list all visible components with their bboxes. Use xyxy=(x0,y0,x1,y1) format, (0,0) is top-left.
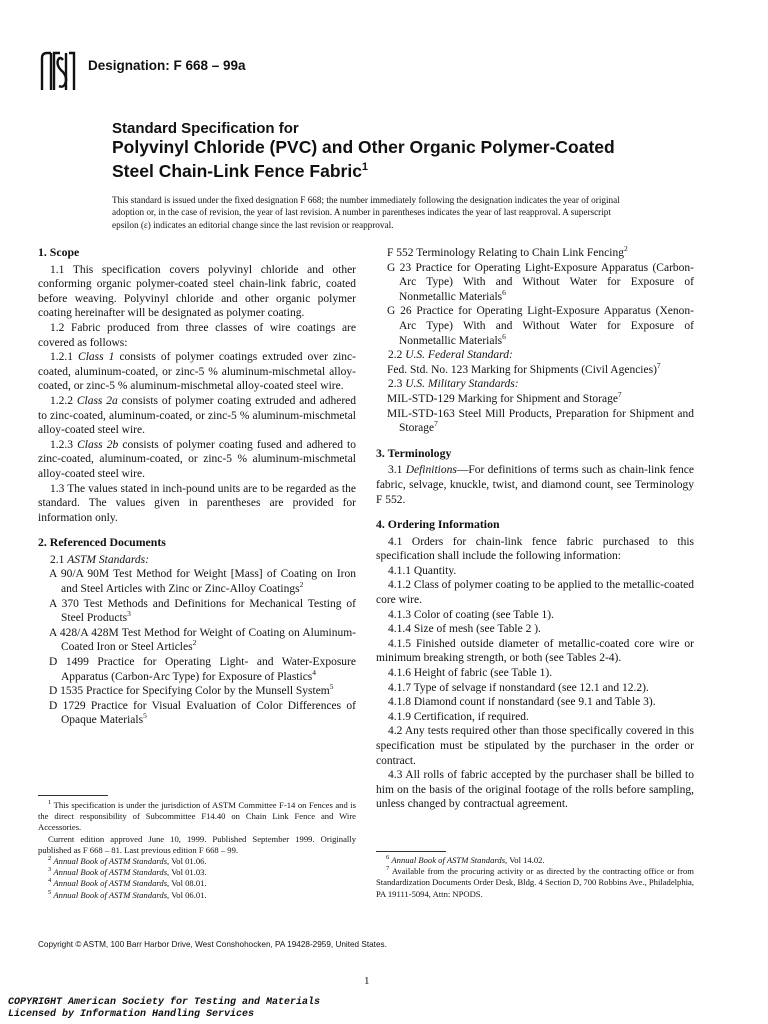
footnote-item: $^3$ Annual Book of ASTM Standards, Vol 01.03. xyxy=(48,866,207,878)
section-heading-referenced-documents: 2. Referenced Documents xyxy=(38,535,166,550)
footnote-divider xyxy=(38,795,108,796)
paragraph-2-2: 2.2 U.S. Federal Standard: xyxy=(388,349,513,362)
astm-logo xyxy=(38,50,78,94)
title-footnote-mark: 1 xyxy=(361,161,369,173)
ref-item: D 1535 Practice for Specifying Color by the Munsell System$^5$ xyxy=(49,682,334,698)
list-item: 4.1.4 Size of mesh (see Table 2 ). xyxy=(388,623,541,636)
page-number: 1 xyxy=(364,975,370,987)
footnotes-left xyxy=(38,800,356,901)
ref-item: D 1499 Practice for Operating Light- and Water-Exposure Apparatus (Carbon-Arc Type) for Exposure of Plastics$^4$ xyxy=(49,656,356,683)
footnote-6: $^6$ Annual Book of ASTM Standards, Vol 14.02. xyxy=(386,854,545,865)
ref-item: A 428/A 428M Test Method for Weight of Coating on Aluminum-Coated Iron or Steel Articles$^2$ xyxy=(49,626,356,654)
footnote-1: $^1$ This specification is under the jurisdiction of ASTM Committee F-14 on Fences and is the direct responsibility of Subcommittee F14.40 on Chain Link Fence and Wire Accessories. xyxy=(38,799,356,833)
left-column xyxy=(38,245,356,728)
list-item: 4.1.2 Class of polymer coating to be applied to the metallic-coated core wire. xyxy=(376,579,694,607)
title-line-2: Polyvinyl Chloride (PVC) and Other Organic Polymer-Coated xyxy=(112,137,615,157)
paragraph-1-2-2: 1.2.2 Class 2a consists of polymer coating extruded and adhered to zinc-coated, aluminum-coated, or zinc-5 % aluminum-mischmetal alloy-coated steel wire. xyxy=(38,394,356,437)
title-line-1: Standard Specification for xyxy=(112,120,299,137)
ref-item: Fed. Std. No. 123 Marking for Shipments (Civil Agencies)$^7$ xyxy=(387,360,661,376)
list-item: 4.1.9 Certification, if required. xyxy=(388,710,529,723)
ref-item: A 90/A 90M Test Method for Weight [Mass] of Coating on Iron and Steel Articles with Zinc or Zinc-Alloy Coatings$^2$ xyxy=(49,568,356,596)
ref-item: G 23 Practice for Operating Light-Exposure Apparatus (Carbon-Arc Type) With and Without Water for Exposure of Nonmetallic Materials$^6$ xyxy=(387,261,694,303)
copyright-line: Copyright © ASTM, 100 Barr Harbor Drive, West Conshohocken, PA 19428-2959, United States. xyxy=(38,940,387,949)
list-item: 4.1.1 Quantity. xyxy=(388,564,457,577)
ref-item: A 370 Test Methods and Definitions for Mechanical Testing of Steel Products$^3$ xyxy=(49,597,356,625)
ref-item: MIL-STD-163 Steel Mill Products, Preparation for Shipment and Storage$^7$ xyxy=(387,407,694,435)
paragraph-4-2: 4.2 Any tests required other than those specifically covered in this specification must be stipulated by the purchaser in the order or contract. xyxy=(376,725,694,767)
right-column xyxy=(376,246,694,812)
footnote-1-current: Current edition approved June 10, 1999. Published September 1999. Originally published as F 668 – 81. Last previous edition F 668 – 99. xyxy=(38,833,356,855)
ref-item: G 26 Practice for Operating Light-Exposure Apparatus (Xenon-Arc Type) With and Without Water for Exposure of Nonmetallic Materials$^6$ xyxy=(387,305,694,347)
footnotes-right xyxy=(376,855,694,900)
paragraph-1-2: 1.2 Fabric produced from three classes of wire coatings are covered as follows: xyxy=(38,321,356,349)
paragraph-1-2-3: 1.2.3 Class 2b consists of polymer coating fused and adhered to zinc-coated, aluminum-coated, or zinc-5 % aluminum-mischmetal alloy-coated steel wire. xyxy=(38,438,356,480)
designation: Designation: F 668 – 99a xyxy=(88,58,246,73)
title-block xyxy=(112,120,672,181)
footnote-item: $^2$ Annual Book of ASTM Standards, Vol 01.06. xyxy=(48,855,207,867)
issued-note: This standard is issued under the fixed designation F 668; the number immediately following the designation indicates the year of original adoption or, in the case of revision, the year of last revision. A number in parentheses indicates the year of last reapproval. A superscript epsilon (ε) indicates an editorial change since the last revision or reapproval. xyxy=(112,195,620,230)
paragraph-2-1: 2.1 ASTM Standards: xyxy=(50,553,149,566)
section-heading-terminology: 3. Terminology xyxy=(376,445,452,460)
footer-line-2: Licensed by Information Handling Services xyxy=(8,1009,255,1020)
footnote-divider xyxy=(376,851,446,852)
paragraph-4-3: 4.3 All rolls of fabric accepted by the purchaser shall be billed to him on the basis of the original footage of the rolls before sampling, unless changed by contractual agreement. xyxy=(376,769,694,811)
list-item: 4.1.5 Finished outside diameter of metallic-coated core wire or minimum breaking strength, or both (see Tables 2-4). xyxy=(376,637,694,665)
paragraph-1-2-1: 1.2.1 Class 1 consists of polymer coatings extruded over zinc-coated, aluminum-coated, or zinc-5 % aluminum-mischmetal alloy-coated, or zinc-5 % aluminum-mischmetal alloy-coated steel wire. xyxy=(38,351,356,393)
footnote-7: $^7$ Available from the procuring activity or as directed by the contracting office or from Standardization Documents Order Desk, Bldg. 4 Section D, 700 Robbins Ave., Philadelphia, PA 19111-5094, Attn: NPODS. xyxy=(376,865,695,899)
ref-item: F 552 Terminology Relating to Chain Link Fencing$^2$ xyxy=(387,244,628,259)
footnote-item: $^5$ Annual Book of ASTM Standards, Vol 06.01. xyxy=(48,888,207,900)
ref-item: MIL-STD-129 Marking for Shipment and Storage$^7$ xyxy=(387,390,622,405)
paragraph-2-3: 2.3 U.S. Military Standards: xyxy=(388,378,519,391)
paragraph-1-3: 1.3 The values stated in inch-pound units are to be regarded as the standard. The values given in parentheses are provided for information only. xyxy=(38,482,356,524)
paragraph-1-1: 1.1 This specification covers polyvinyl chloride and other conforming organic polymer-coated steel chain-link fabric, coated before weaving. Polyvinyl chloride and other organic polymer coating hereinafter will be designated as polymer coating. xyxy=(38,263,356,320)
title-line-3: Steel Chain-Link Fence Fabric$^1$ xyxy=(112,160,369,181)
list-item: 4.1.7 Type of selvage if nonstandard (see 12.1 and 12.2). xyxy=(388,681,649,694)
paragraph-3-1: 3.1 Definitions—For definitions of terms such as chain-link fence fabric, selvage, knuckle, twist, and diamond count, see Terminology F 552. xyxy=(376,464,695,506)
list-item: 4.1.8 Diamond count if nonstandard (see 9.1 and Table 3). xyxy=(388,696,656,709)
section-heading-ordering-information: 4. Ordering Information xyxy=(376,517,500,532)
section-heading-scope: 1. Scope xyxy=(38,245,80,259)
list-item: 4.1.3 Color of coating (see Table 1). xyxy=(388,608,555,621)
footer-line-1: COPYRIGHT American Society for Testing and Materials xyxy=(8,997,321,1008)
footer-copyright xyxy=(8,997,320,1021)
list-item: 4.1.6 Height of fabric (see Table 1). xyxy=(388,667,553,680)
footnote-item: $^4$ Annual Book of ASTM Standards, Vol 08.01. xyxy=(48,877,207,889)
paragraph-4-1: 4.1 Orders for chain-link fence fabric purchased to this specification shall include the following information: xyxy=(376,535,694,563)
ref-item: D 1729 Practice for Visual Evaluation of Color Differences of Opaque Materials$^5$ xyxy=(49,699,356,727)
